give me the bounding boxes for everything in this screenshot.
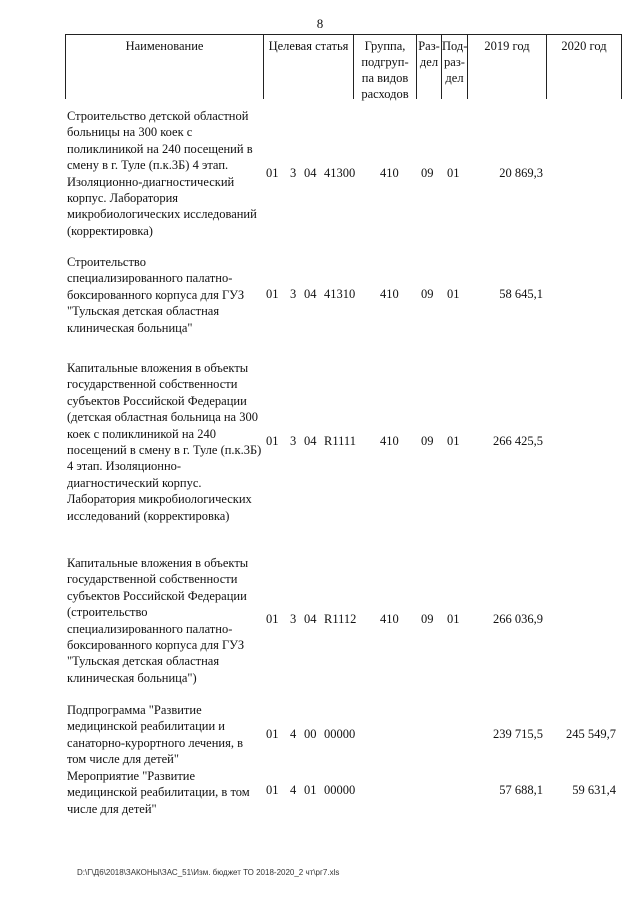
value-2020: 245 549,7 [566,727,616,741]
row-name: Мероприятие "Развитие медицинской реабилитации, в том числе для детей" [67,769,250,816]
target-code-3: 04 [304,612,317,626]
page-number: 8 [316,16,324,31]
row-name: Подпрограмма "Развитие медицинской реабилитации и санаторно-курортного лечения, в том числе для детей" [67,703,243,767]
target-code-1: 01 [266,727,279,741]
subsection-code: 01 [447,166,460,180]
value-2019: 266 036,9 [493,612,543,626]
target-code-2: 4 [290,783,297,797]
row-name: Капитальные вложения в объекты государственной собственности субъектов Российской Федерации (строительство специализированного палатно-боксированного корпуса для ГУЗ "Тульская детская областная клиническая больница") [67,556,249,685]
target-code-4: 00000 [324,783,356,797]
value-2019: 57 688,1 [499,783,543,797]
target-code-2: 4 [290,727,297,741]
target-code-4: 00000 [324,727,356,741]
value-2019: 20 869,3 [499,166,543,180]
header-2019: 2019 год [484,39,530,53]
footer-file-path: D:\Г\Д6\2018\ЗАКОНЫ\ЗАС_51\Изм. бюджет ТО 2018-2020_2 чт\рг7.xls [77,868,340,877]
header-2020: 2020 год [561,39,607,53]
section-code: 09 [421,434,434,448]
target-code-4: 41310 [324,287,356,301]
header-subsection: Под- раз- дел [442,39,468,85]
row-name: Строительство детской областной больницы на 300 коек с поликлиникой на 240 посещений в смену в г. Туле (п.к.3Б) 4 этап. Изоляционно-диагностический корпус. Лаборатория микробиологических исследований (корректировка) [67,109,257,238]
target-code-3: 00 [304,727,317,741]
value-2019: 266 425,5 [493,434,543,448]
target-code-4: 41300 [324,166,356,180]
target-code-2: 3 [290,287,297,301]
section-code: 09 [421,612,434,626]
target-code-3: 04 [304,287,317,301]
target-code-4: R1112 [324,612,357,626]
target-code-3: 01 [304,783,317,797]
header-target: Целевая статья [268,39,349,53]
target-code-1: 01 [266,434,279,448]
target-code-4: R1111 [324,434,356,448]
section-code: 09 [421,287,434,301]
value-2019: 239 715,5 [493,727,543,741]
group-code: 410 [380,612,399,626]
row-name: Капитальные вложения в объекты государственной собственности субъектов Российской Федерации (детская областная больница на 300 коек с поликлиникой на 240 посещений в смену в г. Туле (п.к.3Б) 4 этап. Изоляционно-диагностический корпус. Лаборатория микробиологических исследований (корректировка) [67,361,262,523]
header-section: Раз- дел [418,39,440,69]
group-code: 410 [380,166,399,180]
subsection-code: 01 [447,434,460,448]
subsection-code: 01 [447,287,460,301]
value-2020: 59 631,4 [572,783,616,797]
target-code-1: 01 [266,612,279,626]
target-code-1: 01 [266,166,279,180]
value-2019: 58 645,1 [499,287,543,301]
target-code-2: 3 [290,434,297,448]
target-code-1: 01 [266,287,279,301]
group-code: 410 [380,287,399,301]
section-code: 09 [421,166,434,180]
target-code-3: 04 [304,166,317,180]
target-code-2: 3 [290,612,297,626]
target-code-3: 04 [304,434,317,448]
target-code-2: 3 [290,166,297,180]
group-code: 410 [380,434,399,448]
header-name: Наименование [125,39,204,53]
subsection-code: 01 [447,612,460,626]
header-group: Группа, подгруп- па видов расходов [361,39,409,101]
row-name: Строительство специализированного палатно-боксированного корпуса для ГУЗ "Тульская детская областная клиническая больница" [67,255,245,335]
target-code-1: 01 [266,783,279,797]
